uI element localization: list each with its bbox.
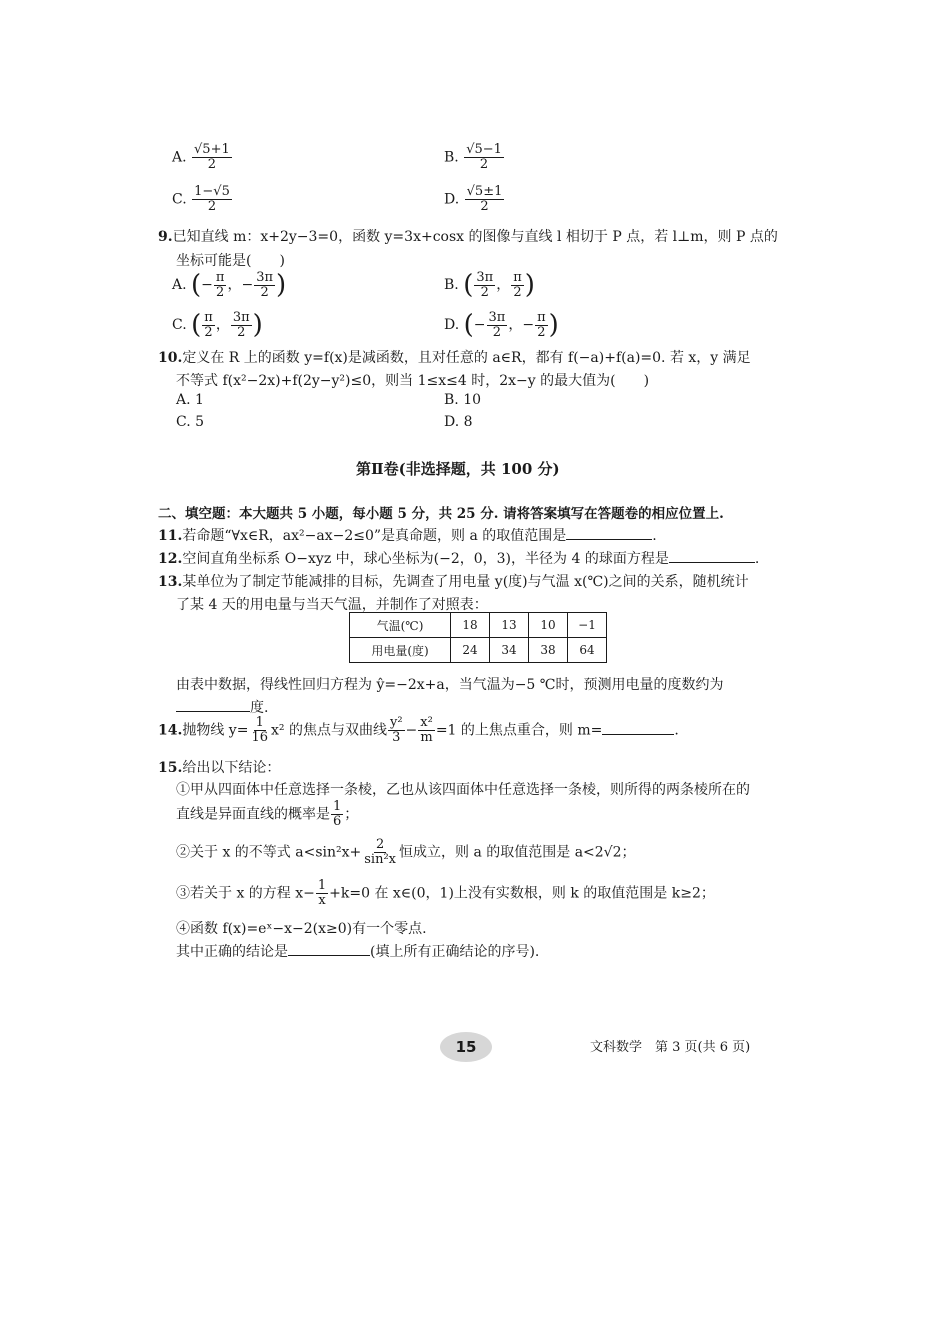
q15-statement-2	[176, 838, 636, 867]
denominator: 6	[333, 814, 342, 829]
numerator: 1	[255, 715, 264, 730]
right-paren: )	[252, 310, 263, 340]
denominator: sin²x	[364, 852, 396, 867]
denominator: 2	[237, 324, 246, 340]
minus-sign: −	[405, 722, 418, 739]
fraction	[487, 311, 508, 340]
denominator: 2	[216, 284, 225, 300]
fraction	[202, 311, 215, 340]
q15-statement-1-line2	[176, 800, 358, 829]
fraction	[192, 143, 232, 172]
fraction	[465, 185, 505, 214]
right-paren: )	[276, 270, 287, 300]
table-cell: 38	[529, 638, 568, 663]
option-label: B.	[444, 149, 459, 166]
statement-text: 直线是异面直线的概率是	[176, 806, 330, 823]
fraction	[316, 879, 328, 908]
q13-line4	[176, 697, 268, 717]
separator: ，	[227, 277, 242, 293]
numerator: π	[215, 269, 225, 285]
left-paren: (	[463, 270, 474, 300]
numerator: y²	[389, 715, 403, 730]
denominator: 16	[251, 730, 268, 745]
question-text: 某单位为了制定节能减排的目标，先调查了用电量 y(度)与气温 x(℃)之间的关系，随机统计	[182, 574, 749, 590]
question-number: 11.	[158, 528, 183, 544]
page-number-badge: 15	[440, 1032, 492, 1062]
question-text: x² 的焦点与双曲线	[271, 722, 387, 739]
section-title: 第Ⅱ卷(非选择题，共 100 分)	[356, 460, 560, 478]
numerator: π	[513, 269, 522, 285]
q15-intro	[158, 757, 280, 777]
answer-blank[interactable]	[288, 943, 370, 956]
question-text: 定义在 R 上的函数 y=f(x)是减函数，且对任意的 a∈R，都有 f(−a)+f(a)=0. 若 x，y 满足	[182, 350, 751, 366]
left-paren: (	[463, 310, 474, 340]
answer-blank[interactable]	[669, 550, 755, 563]
q8-option-b	[444, 143, 505, 172]
option-label: A.	[172, 149, 187, 166]
minus-sign: −	[473, 317, 486, 333]
fraction	[249, 716, 270, 745]
fraction	[474, 271, 495, 300]
question-number: 15.	[158, 760, 183, 776]
fraction	[254, 271, 275, 300]
question-text: 给出以下结论：	[182, 760, 281, 776]
denominator: 2	[479, 157, 489, 172]
denominator: 2	[207, 157, 217, 172]
denominator: x	[318, 893, 326, 908]
option-label: C.	[172, 191, 187, 208]
fraction	[535, 311, 548, 340]
question-number: 13.	[158, 574, 183, 590]
denominator: 2	[204, 324, 213, 340]
question-number: 10.	[158, 350, 183, 366]
numerator: 3π	[488, 309, 506, 325]
q10-option-c: C. 5	[176, 414, 205, 430]
minus-sign: −	[241, 277, 254, 293]
table-cell: 64	[568, 638, 607, 663]
numerator: 1	[333, 799, 342, 814]
q15-statement-1-line1: ①甲从四面体中任意选择一条棱，乙也从该四面体中任意选择一条棱，则所得的两条棱所在的	[176, 782, 750, 798]
q10-stem-line2: 不等式 f(x²−2x)+f(2y−y²)≤0，则当 1≤x≤4 时，2x−y 的最大值为( )	[176, 373, 650, 389]
q13-stem-line1	[158, 571, 749, 591]
period: .	[754, 551, 760, 567]
table-cell: 24	[451, 638, 490, 663]
row-header: 用电量(度)	[350, 638, 451, 663]
numerator: 3π	[232, 309, 250, 325]
denominator: 2	[260, 284, 269, 300]
answer-blank[interactable]	[176, 699, 250, 712]
denominator: 2	[207, 199, 217, 214]
q10-option-d: D. 8	[444, 414, 473, 430]
numerator: √5−1	[466, 142, 502, 157]
fraction	[362, 838, 398, 867]
numerator: 1−√5	[194, 184, 230, 199]
period: .	[652, 528, 657, 544]
minus-sign: −	[201, 277, 213, 293]
question-number: 14.	[158, 722, 183, 739]
answer-blank[interactable]	[602, 722, 674, 735]
statement-text: 其中正确的结论是	[176, 944, 288, 960]
table-cell: 13	[490, 613, 529, 638]
question-text: =1 的上焦点重合，则 m=	[435, 722, 603, 739]
numerator: π	[537, 309, 546, 325]
table-cell: −1	[568, 613, 607, 638]
q15-statement-3	[176, 879, 715, 908]
fraction	[214, 271, 227, 300]
statement-text: +k=0 在 x∈(0，1)上没有实数根，则 k 的取值范围是 k≥2；	[329, 885, 715, 902]
q15-conclusion	[176, 941, 539, 961]
denominator: 2	[513, 284, 522, 300]
fraction	[418, 716, 435, 745]
option-label: D.	[444, 191, 460, 208]
question-text: 空间直角坐标系 O−xyz 中，球心坐标为(−2，0，3)，半径为 4 的球面方程是	[182, 551, 669, 567]
table-cell: 10	[529, 613, 568, 638]
q8-option-c	[172, 185, 233, 214]
fraction	[331, 800, 343, 829]
q10-option-a: A. 1	[176, 392, 204, 408]
table-row	[350, 638, 607, 663]
denominator: 2	[492, 324, 502, 340]
q15-statement-4: ④函数 f(x)=eˣ−x−2(x≥0)有一个零点.	[176, 921, 427, 937]
q13-stem-line2: 了某 4 天的用电量与当天气温，并制作了对照表：	[176, 597, 488, 613]
denominator: 2	[537, 324, 546, 340]
denominator: m	[420, 730, 433, 745]
minus-sign: −	[522, 317, 535, 333]
separator: ，	[496, 277, 511, 293]
q11	[158, 525, 657, 545]
answer-blank[interactable]	[566, 527, 652, 540]
question-text: 抛物线 y=	[182, 722, 249, 739]
q9-stem-line2: 坐标可能是( )	[176, 253, 285, 269]
separator: ，	[215, 317, 230, 333]
numerator: √5+1	[194, 142, 230, 157]
denominator: 2	[480, 284, 489, 300]
denominator: 3	[392, 730, 401, 745]
question-text: 若命题“∀x∈R，ax²−ax−2≤0”是真命题，则 a 的取值范围是	[182, 528, 567, 544]
statement-text: ②关于 x 的不等式 a<sin²x+	[176, 844, 362, 861]
temperature-consumption-table	[349, 612, 607, 663]
numerator: 3π	[476, 269, 494, 285]
q12	[158, 548, 759, 568]
question-number: 12.	[158, 551, 183, 567]
statement-text: ③若关于 x 的方程 x−	[176, 885, 315, 902]
question-number: 9.	[158, 229, 173, 245]
option-label: B.	[444, 277, 459, 293]
table-row	[350, 613, 607, 638]
q13-line3: 由表中数据，得线性回归方程为 ŷ=−2x+a，当气温为−5 ℃时，预测用电量的度数约为	[176, 677, 724, 693]
table-cell: 34	[490, 638, 529, 663]
numerator: x²	[420, 715, 433, 730]
fill-in-header: 二、填空题：本大题共 5 小题，每小题 5 分，共 25 分. 请将答案填写在答题卷的相应位置上.	[158, 506, 724, 522]
numerator: 3π	[256, 269, 274, 285]
fraction	[464, 143, 504, 172]
fraction	[511, 271, 524, 300]
q10-stem-line1	[158, 347, 751, 367]
numerator: π	[204, 309, 213, 325]
statement-text: 恒成立，则 a 的取值范围是 a<2√2；	[399, 844, 636, 861]
right-paren: )	[548, 310, 559, 340]
option-label: C.	[172, 317, 187, 333]
numerator: √5±1	[466, 184, 503, 199]
statement-text: (填上所有正确结论的序号).	[370, 944, 540, 960]
fraction	[192, 185, 232, 214]
question-text: 已知直线 m：x+2y−3=0，函数 y=3x+cosx 的图像与直线 l 相切于 P 点，若 l⊥m，则 P 点的	[172, 229, 778, 245]
table-cell: 18	[451, 613, 490, 638]
footer-subject: 文科数学	[590, 1040, 643, 1055]
q14	[158, 716, 679, 745]
left-paren: (	[191, 310, 202, 340]
option-label: A.	[172, 277, 187, 293]
separator: ，	[508, 317, 523, 333]
option-label: D.	[444, 317, 460, 333]
q9-option-d	[444, 310, 559, 340]
unit-text: 度.	[250, 700, 269, 716]
denominator: 2	[480, 199, 489, 214]
right-paren: )	[524, 270, 535, 300]
period: .	[674, 722, 679, 739]
row-header: 气温(℃)	[350, 613, 451, 638]
footer-page-info: 第 3 页(共 6 页)	[655, 1040, 751, 1055]
fraction	[388, 716, 405, 745]
statement-text: ；	[344, 806, 359, 823]
numerator: 1	[317, 878, 327, 893]
q9-option-a	[172, 270, 286, 300]
q10-option-b: B. 10	[444, 392, 482, 408]
left-paren: (	[191, 270, 202, 300]
q9-option-c	[172, 310, 263, 340]
q8-option-a	[172, 143, 233, 172]
q8-option-d	[444, 185, 505, 214]
fraction	[231, 311, 252, 340]
q9-option-b	[444, 270, 535, 300]
q9-stem-line1	[158, 226, 778, 246]
numerator: 2	[375, 837, 385, 852]
